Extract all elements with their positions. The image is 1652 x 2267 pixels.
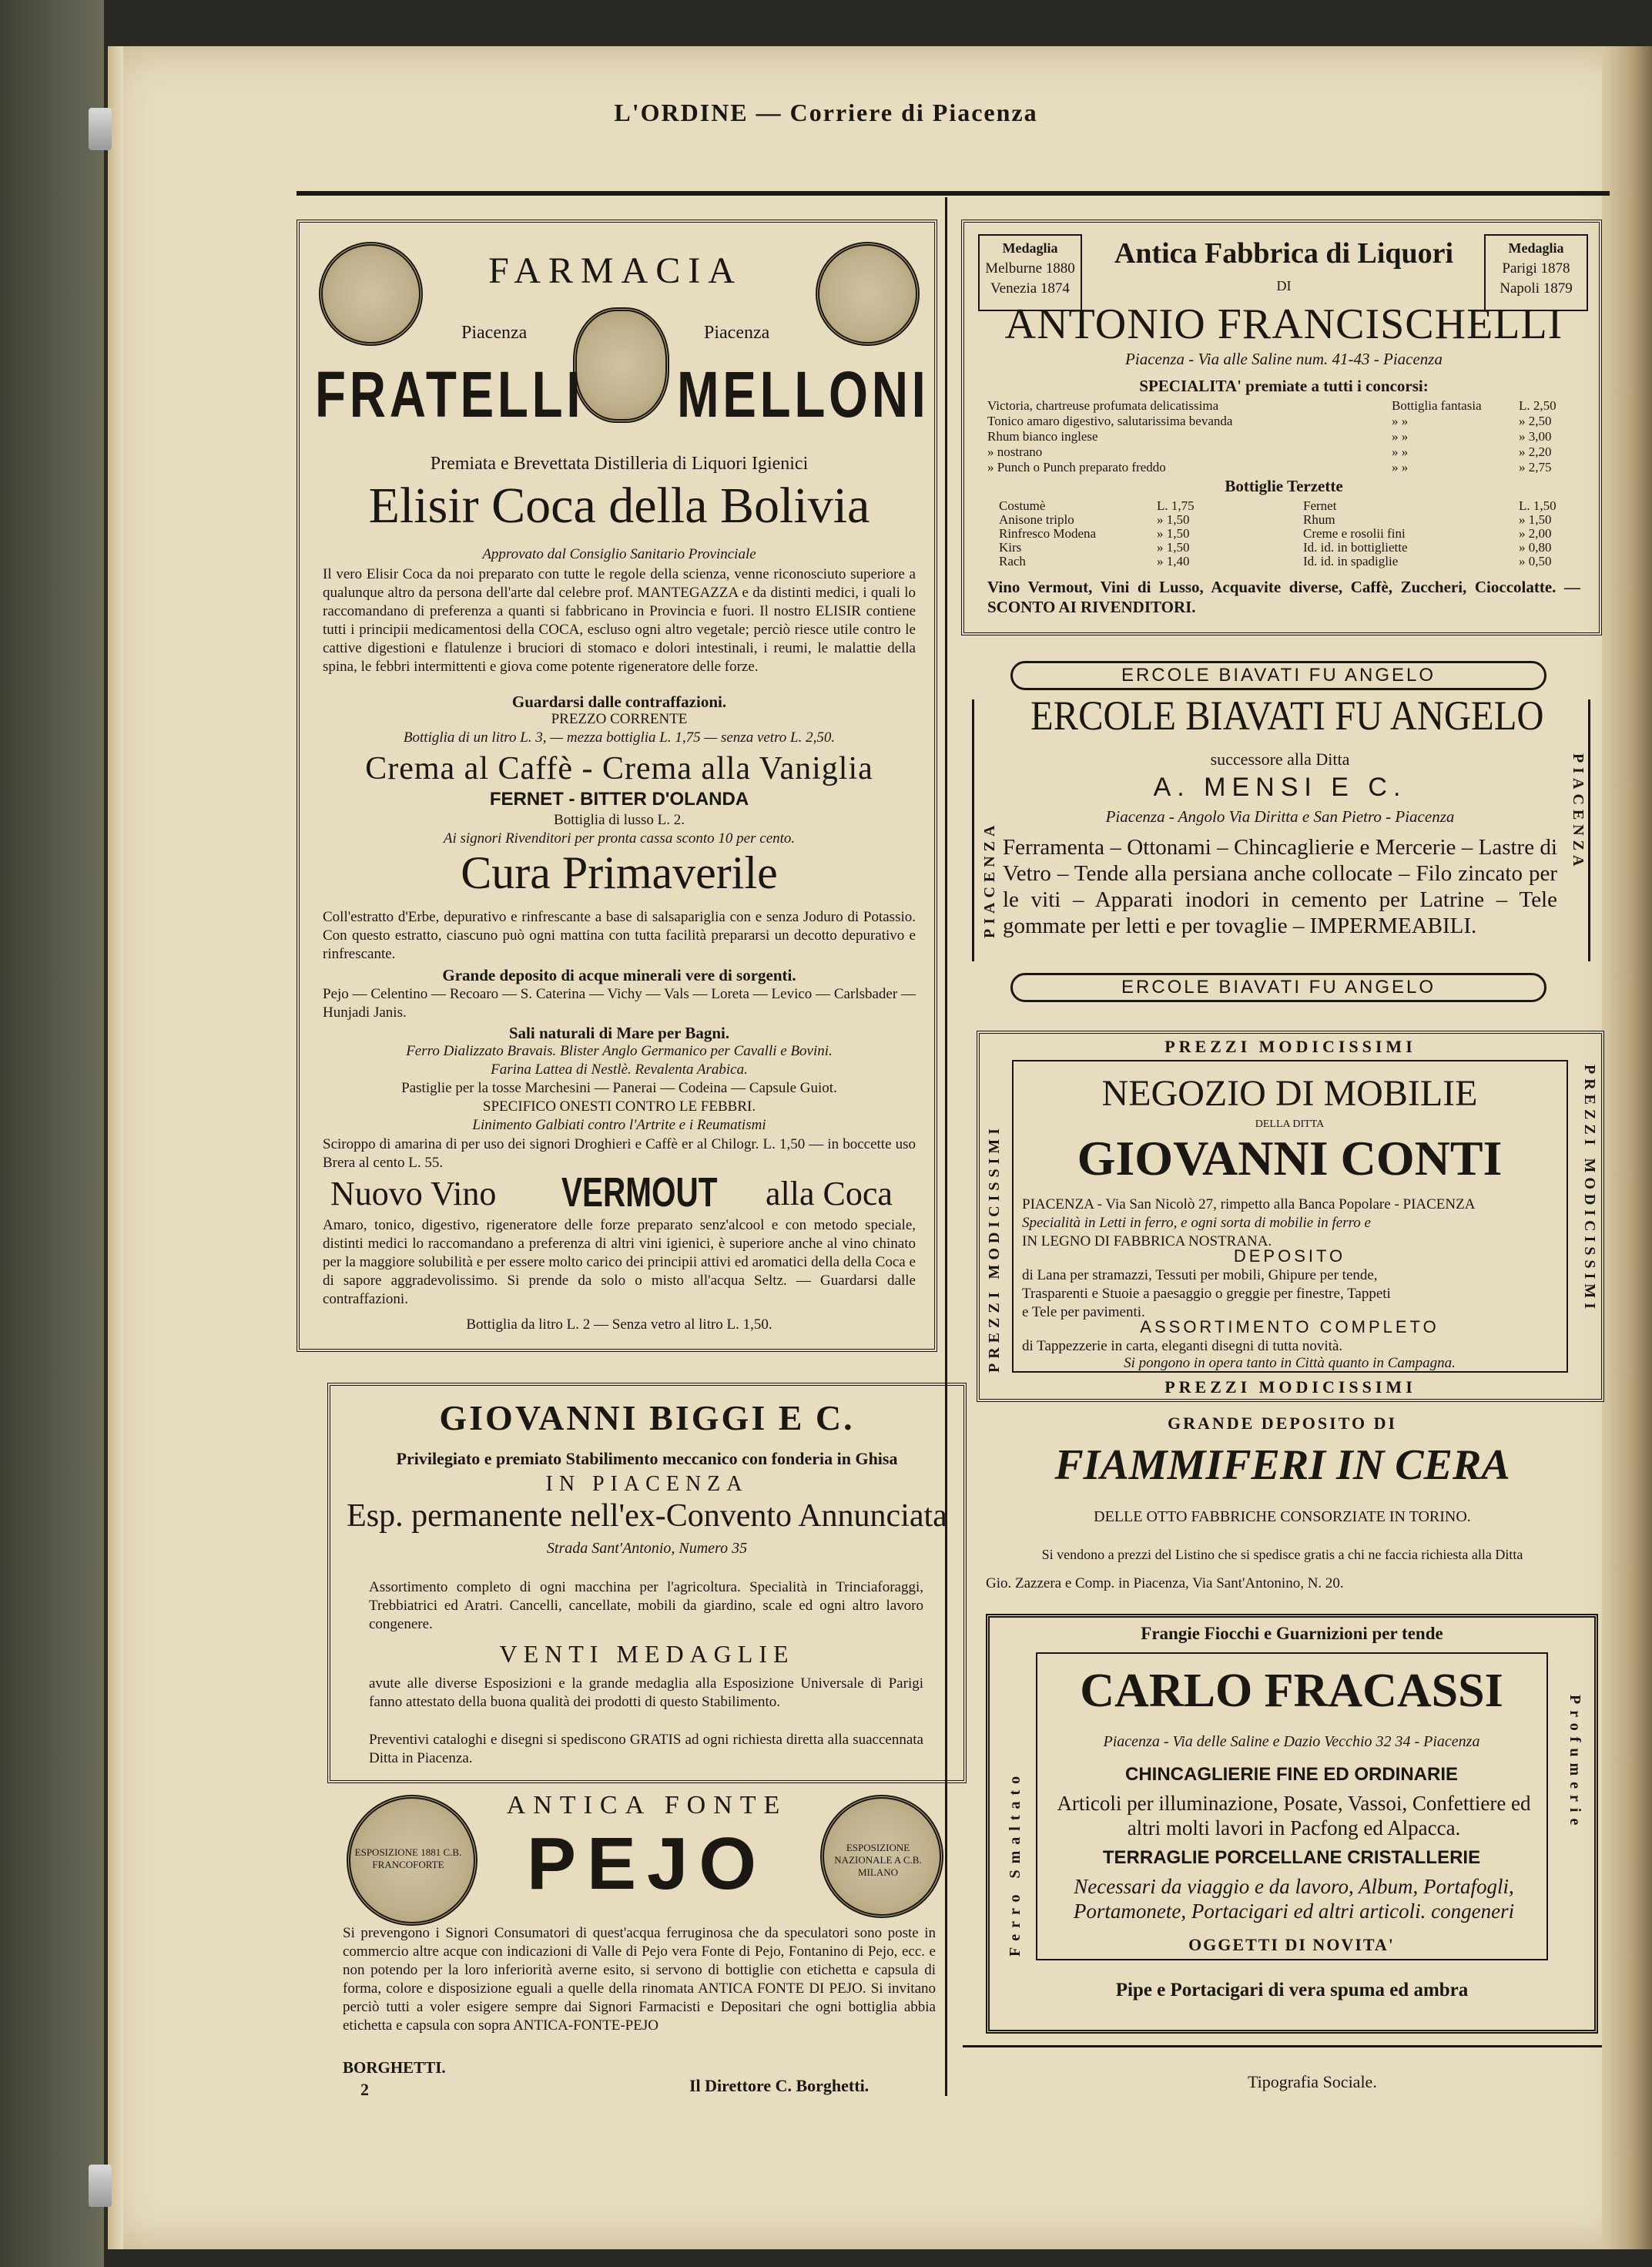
guardarsi-line: Guardarsi dalle contraffazioni. (511, 693, 727, 711)
franceschelli-name: ANTONIO FRANCISCHELLI (1004, 300, 1563, 348)
sali-line: Sali naturali di Mare per Bagni. (508, 1024, 730, 1042)
conti-bottom-banner: PREZZI MODICISSIMI (1164, 1377, 1416, 1397)
specialita-row-price: » 2,20 (1519, 444, 1552, 459)
specialita-row-type: » » (1392, 444, 1409, 459)
biavati-banner-top: ERCOLE BIAVATI FU ANGELO (1010, 661, 1546, 690)
terzette-price: L. 1,75 (1157, 498, 1195, 513)
fracassi-novita: OGGETTI DI NOVITA' (1188, 1935, 1395, 1954)
city-left: Piacenza (461, 323, 528, 343)
prezzo-corrente: PREZZO CORRENTE (551, 711, 688, 727)
crema-heading: Crema al Caffè - Crema alla Vaniglia (365, 751, 873, 786)
conti-line-8: Si pongono in opera tanto in Città quanto in Campagna. (1124, 1355, 1456, 1371)
pejo-borghetti: BORGHETTI. (343, 2058, 446, 2077)
specialita-row-label: » nostrano (987, 444, 1043, 459)
ferro-line: Ferro Dializzato Bravais. Blister Anglo Germanico per Cavalli e Bovini. (406, 1043, 833, 1059)
distilleria-line: Premiata e Brevettata Distilleria di Liquori Igienici (430, 454, 809, 474)
terzette-price: » 1,40 (1157, 554, 1190, 568)
fracassi-side-right: Profumerie (1567, 1695, 1583, 1832)
city-right: Piacenza (704, 323, 770, 343)
specialita-row-type: » » (1392, 429, 1409, 444)
terzette-price: » 1,50 (1157, 512, 1190, 527)
terzette-heading: Bottiglie Terzette (1225, 477, 1343, 495)
conti-deposito: DEPOSITO (1233, 1246, 1346, 1266)
medal-right-year-2: Napoli 1879 (1500, 280, 1573, 297)
specialita-row-label: » Punch o Punch preparato freddo (987, 460, 1166, 475)
specialita-heading: SPECIALITA' premiate a tutti i concorsi: (1139, 377, 1429, 395)
biavati-description: Ferramenta – Ottonami – Chincaglierie e Mercerie – Lastre di Vetro – Tende alla persiana anche collocate – Filo zincato per le viti – Apparati inodori in cemento per Latrine – Tele gommate per letti e per tovaglie – IMPERMEABILI. (1003, 835, 1557, 938)
biavati-right-border (1588, 699, 1590, 961)
terzette-price: » 0,50 (1519, 554, 1552, 568)
medal-left-year-1: Melburne 1880 (985, 260, 1075, 277)
specialita-row-label: Victoria, chartreuse profumata delicatissima (987, 398, 1219, 413)
direttore-line: Il Direttore C. Borghetti. (689, 2076, 870, 2095)
terzette-label: Fernet (1303, 498, 1337, 513)
conti-name: GIOVANNI CONTI (1077, 1131, 1503, 1185)
conti-side-left: PREZZI MODICISSIMI (986, 1123, 1003, 1373)
fracassi-top: Frangie Fiocchi e Guarnizioni per tende (1141, 1624, 1443, 1643)
fracassi-side-left: Ferro Smaltato (1007, 1769, 1024, 1957)
vermout-description: Amaro, tonico, digestivo, rigeneratore delle forze preparato senz'alcool e con metodo speciale, distinti medici lo raccomandano a preferenza di altri vini igienici, è superiore anche al vino chinato per la maggiore solubilità e per essere molto carico dei principii attivi ed aromatici della della Coca e di sapore aggradevolissimo. Si prende da solo o misto all'acqua Seltz. — Guardarsi dalle contraffazioni. (323, 1217, 916, 1307)
conti-line-6: e Tele per pavimenti. (1022, 1304, 1145, 1320)
book-spine (0, 0, 104, 2267)
biavati-title: ERCOLE BIAVATI FU ANGELO (1030, 693, 1544, 739)
biavati-mensi: A. MENSI E C. (1153, 773, 1407, 802)
fernet-line: FERNET - BITTER D'OLANDA (489, 789, 749, 810)
tipografia-line: Tipografia Sociale. (1248, 2072, 1377, 2091)
vermout-heading-b: VERMOUT (561, 1169, 718, 1216)
specifico-line: SPECIFICO ONESTI CONTRO LE FEBBRI. (482, 1098, 756, 1115)
franceschelli-ad (961, 220, 1602, 635)
terzette-label: Id. id. in bottigliette (1303, 540, 1408, 555)
pejo-seal-left (347, 1795, 478, 1926)
melloni-ad (297, 220, 937, 1352)
vermout-heading-c: alla Coca (766, 1175, 893, 1212)
biggi-text-3: Preventivi cataloghi e disegni si spediscono GRATIS ad ogni richiesta diretta alla suaccennata Ditta in Piacenza. (369, 1732, 923, 1766)
acque-list: Pejo — Celentino — Recoaro — S. Caterina — Vichy — Vals — Loreta — Levico — Carlsbader — Hunjadi Janis. (323, 986, 916, 1021)
name-melloni: MELLONI (677, 358, 930, 431)
page-number: 2 (360, 2080, 369, 2099)
specialita-row-price: » 2,50 (1519, 414, 1552, 428)
specialita-row-price: » 2,75 (1519, 460, 1552, 475)
cura-heading: Cura Primaverile (461, 847, 778, 898)
terzette-price: » 1,50 (1157, 540, 1190, 555)
fracassi-name: CARLO FRACASSI (1080, 1665, 1503, 1717)
medal-left-year-2: Venezia 1874 (990, 280, 1070, 297)
specialita-row-type: » » (1392, 460, 1409, 475)
pejo-text: Si prevengono i Signori Consumatori di quest'acqua ferruginosa che da speculatori sono poste in commercio altre acque con indicazioni di Valle di Pejo vera Fonte di Pejo, Fontanino di Pejo, ecc. e non potendo per la loro inferiorità averne esito, si servono di bottiglie con etichetta e capsula di forma, colore e disposizione eguali a quelle della rinomata ANTICA FONTE DI PEJO. Si invitano perciò tutti a voler esigere sempre dai Signori Farmacisti e Depositari che ogni bottiglia abbia etichetta e capsula con sopra ANTICA-FONTE-PEJO (343, 1925, 936, 2034)
cura-description: Coll'estratto d'Erbe, depurativo e rinfrescante a base di salsapariglia con e senza Joduro di Potassio. Con questo estratto, ciascuno può ogni mattina con tutta facilità prepararsi un decotto depurativo e rinfrescante. (323, 909, 916, 962)
coat-of-arms-icon (573, 307, 669, 423)
terzette-label: Kirs (999, 540, 1022, 555)
biavati-left-border (972, 699, 974, 961)
terzette-price: » 0,80 (1519, 540, 1552, 555)
biavati-ad (972, 661, 1592, 1009)
sciroppo-text: Sciroppo di amarina di per uso dei signori Droghieri e Caffè er al Chilogr. L. 1,50 — in boccette uso Brera al cento L. 55. (323, 1136, 916, 1171)
bottiglia-lusso: Bottiglia di lusso L. 2. (554, 812, 685, 828)
specialita-row-price: » 3,00 (1519, 429, 1552, 444)
fracassi-chinc: CHINCAGLIERIE FINE ED ORDINARIE (1124, 1764, 1459, 1785)
pejo-seal-left-text: ESPOSIZIONE 1881 C.B. FRANCOFORTE (354, 1846, 462, 1870)
pejo-name: PEJO (526, 1823, 768, 1905)
biggi-text-1: Assortimento completo di ogni macchina per l'agricoltura. Specialità in Trinciaforaggi, Trebbiatrici ed Aratri. Cancelli, cancellate, mobili da giardino, scale ed ogni altro lavoro congenere. (369, 1579, 923, 1632)
fracassi-text-2: Necessari da viaggio e da lavoro, Album, Portafogli, Portamonete, Portacigari ed altri articoli. congeneri (1073, 1875, 1515, 1923)
conti-line-5: Trasparenti e Stuoie a paesaggio o greggie per finestre, Tappeti (1022, 1286, 1391, 1302)
pejo-seal-right-text: ESPOSIZIONE NAZIONALE A C.B. MILANO (834, 1842, 922, 1878)
elisir-description: Il vero Elisir Coca da noi preparato con tutte le regole della scienza, venne riconosciuto superiore a qualunque altro da persona dell'arte dal celebre prof. MANTEGAZZA e da distinti medici, i quali lo raccomandano di preferenza a quanti si fabbricano in Provincia e fuori. Il nostro ELISIR contiene tutti i principii medicamentosi della COCA, escluso ogni altro vegetale; perciò riesce utile contro le cattive digestioni e flatulenze i bruciori di stomaco e dolori intestinali, i reumi, le malattie della spina, le febbri intermittenti e giova come potente rigeneratore delle forze. (323, 566, 916, 675)
terzette-price: » 1,50 (1157, 526, 1190, 541)
biggi-ad (327, 1383, 967, 1783)
franceschelli-title: Antica Fabbrica di Liquori (1114, 237, 1454, 270)
fracassi-bottom: Pipe e Portacigari di vera spuma ed ambra (1115, 1980, 1469, 2000)
page-header: L'ORDINE — Corriere di Piacenza (614, 99, 1038, 126)
biggi-line-4: Strada Sant'Antonio, Numero 35 (546, 1540, 748, 1557)
conti-line-4: di Lana per stramazzi, Tessuti per mobili, Ghipure per tende, (1022, 1267, 1378, 1283)
name-fratelli: FRATELLI (315, 358, 585, 431)
terzette-label: Rinfresco Modena (999, 526, 1097, 541)
fiammiferi-title: FIAMMIFERI IN CERA (1054, 1441, 1510, 1489)
terzette-price: L. 1,50 (1519, 498, 1556, 513)
conti-ad (977, 1031, 1604, 1402)
biggi-venti: VENTI MEDAGLIE (499, 1640, 795, 1668)
footer-rule (963, 2045, 1602, 2047)
header-rule (297, 191, 1610, 196)
terzette-price: » 2,00 (1519, 526, 1552, 541)
rivenditori-line: Ai signori Rivenditori per pronta cassa sconto 10 per cento. (443, 830, 796, 847)
biavati-banner-bottom: ERCOLE BIAVATI FU ANGELO (1010, 973, 1546, 1002)
biggi-line-3: Esp. permanente nell'ex-Convento Annunciata (347, 1498, 947, 1534)
conti-side-right: PREZZI MODICISSIMI (1581, 1065, 1598, 1314)
medal-seal-right (816, 242, 920, 346)
fracassi-address: Piacenza - Via delle Saline e Dazio Vecchio 32 34 - Piacenza (1103, 1733, 1480, 1750)
franceschelli-footer: Vino Vermout, Vini di Lusso, Acquavite diverse, Caffè, Zuccheri, Cioccolatte. — SCONTO AI RIVENDITORI. (987, 578, 1580, 616)
specialita-row-type: Bottiglia fantasia (1392, 398, 1482, 413)
vermout-price: Bottiglia da litro L. 2 — Senza vetro al litro L. 1,50. (466, 1316, 772, 1333)
medal-right-title: Medaglia (1508, 240, 1564, 256)
conti-negozio: NEGOZIO DI MOBILIE (1101, 1073, 1478, 1114)
biggi-line-2: IN PIACENZA (545, 1472, 749, 1496)
page-left-edge (108, 46, 123, 2249)
biavati-side-right: PIACENZA (1570, 753, 1587, 871)
medal-left-title: Medaglia (1002, 240, 1058, 256)
fracassi-terraglie: TERRAGLIE PORCELLANE CRISTALLERIE (1102, 1847, 1481, 1868)
pejo-seal-right (820, 1795, 943, 1918)
fiammiferi-text-2: Gio. Zazzera e Comp. in Piacenza, Via Sant'Antonino, N. 20. (986, 1575, 1344, 1591)
conti-line-3: IN LEGNO DI FABBRICA NOSTRANA. (1022, 1233, 1272, 1249)
farmacia-heading: FARMACIA (488, 250, 742, 291)
conti-della: DELLA DITTA (1255, 1118, 1325, 1130)
franceschelli-address: Piacenza - Via alle Saline num. 41-43 - Piacenza (1125, 350, 1443, 368)
conti-line-7: di Tappezzerie in carta, eleganti disegni di tutta novità. (1022, 1338, 1343, 1354)
fiammiferi-text-1: Si vendono a prezzi del Listino che si spedisce gratis a chi ne faccia richiesta alla Ditta (1041, 1547, 1523, 1562)
page-right-edge (1602, 46, 1652, 2249)
specialita-row-type: » » (1392, 414, 1409, 428)
conti-top-banner: PREZZI MODICISSIMI (1164, 1037, 1416, 1056)
conti-line-1: PIACENZA - Via San Nicolò 27, rimpetto alla Banca Popolare - PIACENZA (1022, 1196, 1476, 1212)
terzette-price: » 1,50 (1519, 512, 1552, 527)
specialita-row-label: Rhum bianco inglese (987, 429, 1098, 444)
vermout-heading-a: Nuovo Vino (330, 1175, 497, 1212)
medal-seal-left (319, 242, 423, 346)
farina-line: Farina Lattea di Nestlè. Revalenta Arabica. (491, 1061, 748, 1078)
biggi-title: GIOVANNI BIGGI E C. (439, 1398, 855, 1437)
biavati-address: Piacenza - Angolo Via Diritta e San Pietro - Piacenza (1105, 807, 1455, 826)
pejo-antica: ANTICA FONTE (506, 1791, 788, 1819)
biggi-text-2: avute alle diverse Esposizioni e la grande medaglia alla Esposizione Universale di Parigi fanno attestato della buona qualità dei prodotti di questo Stabilimento. (369, 1675, 923, 1710)
terzette-label: Id. id. in spadiglie (1303, 554, 1399, 568)
terzette-label: Creme e rosolii fini (1303, 526, 1406, 541)
fracassi-ad (986, 1614, 1598, 2034)
terzette-label: Rach (999, 554, 1026, 568)
biavati-side-left: PIACENZA (981, 820, 998, 938)
conti-line-2: Specialità in Letti in ferro, e ogni sorta di mobilie in ferro e (1022, 1215, 1371, 1231)
prezzo-line: Bottiglia di un litro L. 3, — mezza bottiglia L. 1,75 — senza vetro L. 2,50. (403, 729, 836, 746)
pastiglie-line: Pastiglie per la tosse Marchesini — Panerai — Codeina — Capsule Guiot. (401, 1080, 837, 1096)
terzette-label: Anisone triplo (999, 512, 1074, 527)
elisir-heading: Elisir Coca della Bolivia (368, 478, 870, 534)
fiammiferi-sub: DELLE OTTO FABBRICHE CONSORZIATE IN TORINO. (1094, 1508, 1471, 1525)
specialita-row-price: L. 2,50 (1519, 398, 1556, 413)
terzette-label: Rhum (1303, 512, 1335, 527)
binding-clip-bottom (89, 2165, 112, 2207)
deposito-line: Grande deposito di acque minerali vere di sorgenti. (442, 966, 796, 984)
linimento-line: Linimento Galbiati contro l'Artrite e i Reumatismi (472, 1117, 766, 1133)
terzette-label: Costumè (999, 498, 1046, 513)
conti-assortimento: ASSORTIMENTO COMPLETO (1140, 1317, 1439, 1336)
specialita-row-label: Tonico amaro digestivo, salutarissima bevanda (987, 414, 1233, 428)
approvato-line: Approvato dal Consiglio Sanitario Provinciale (482, 546, 756, 562)
biggi-line-1: Privilegiato e premiato Stabilimento meccanico con fonderia in Ghisa (396, 1449, 898, 1468)
biavati-successore: successore alla Ditta (1210, 750, 1350, 769)
column-divider (945, 197, 947, 2096)
fiammiferi-deposito: GRANDE DEPOSITO DI (1167, 1414, 1398, 1433)
franceschelli-di: DI (1276, 278, 1292, 293)
medal-right-year-1: Parigi 1878 (1502, 260, 1570, 277)
fracassi-text-1: Articoli per illuminazione, Posate, Vassoi, Confettiere ed altri molti lavori in Pacfong ed Alpacca. (1057, 1792, 1531, 1839)
